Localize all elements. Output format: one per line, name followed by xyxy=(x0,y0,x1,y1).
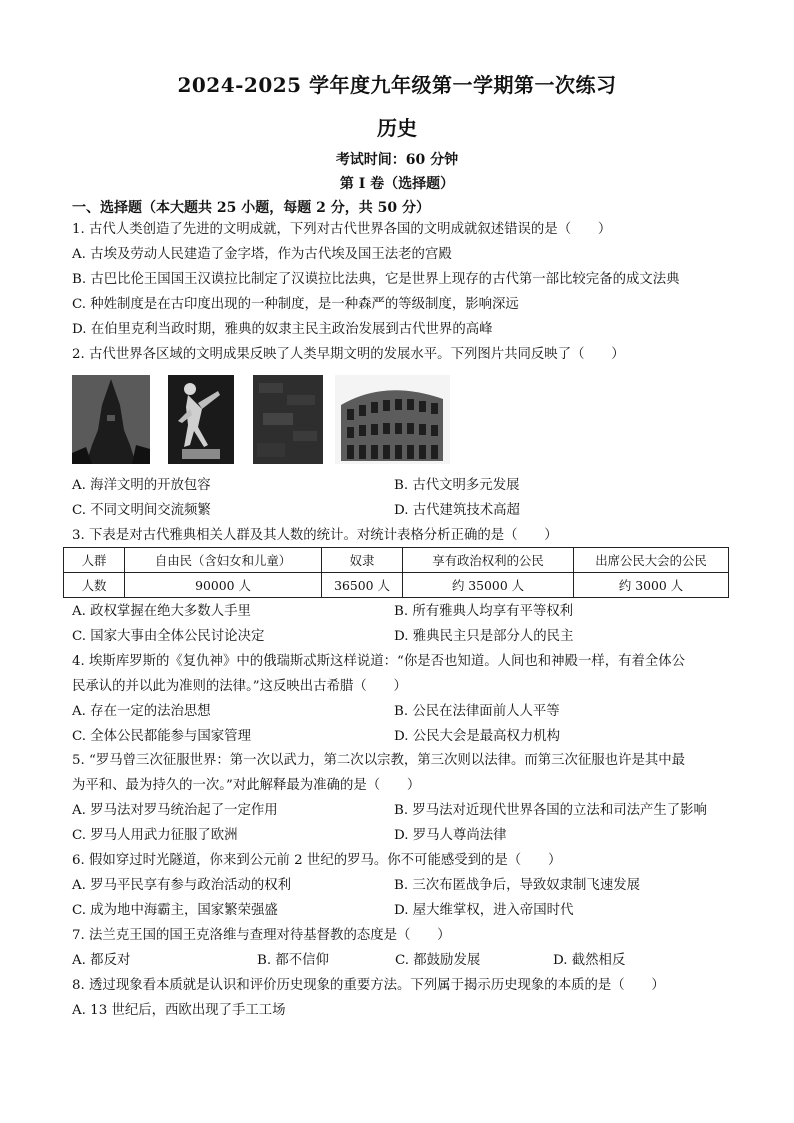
question-6-option-d: D. 屋大维掌权，进入帝国时代 xyxy=(394,903,574,918)
question-7-option-b: B. 都不信仰 xyxy=(257,953,329,968)
question-4-stem-line-2: 民承认的并以此为准则的法律。”这反映出古希腊（ ） xyxy=(72,679,407,694)
question-7-option-c: C. 都鼓励发展 xyxy=(395,953,481,968)
question-6-option-a: A. 罗马平民享有参与政治活动的权利 xyxy=(72,878,292,893)
question-5-stem-line-2: 为平和、最为持久的一次。”对此解释最为准确的是（ ） xyxy=(72,778,421,793)
question-3-option-a: A. 政权掌握在绝大多数人手里 xyxy=(72,604,251,619)
section-title: 一、选择题（本大题共 25 小题，每题 2 分，共 50 分） xyxy=(72,200,430,216)
question-1-option-a: A. 古埃及劳动人民建造了金字塔，作为古代埃及国王法老的宫殿 xyxy=(72,247,452,262)
question-8-stem: 8. 透过现象看本质就是认识和评价历史现象的重要方法。下列属于揭示历史现象的本质的是（ ） xyxy=(72,978,665,993)
question-8-option-a: A. 13 世纪后，西欧出现了手工工场 xyxy=(72,1003,286,1018)
question-3-option-d: D. 雅典民主只是部分人的民主 xyxy=(394,629,574,644)
question-4-option-d: D. 公民大会是最高权力机构 xyxy=(394,729,561,744)
exam-time: 考试时间：60 分钟 xyxy=(335,152,459,168)
question-1-option-d: D. 在伯里克利当政时期，雅典的奴隶主民主政治发展到古代世界的高峰 xyxy=(72,322,493,337)
question-2-photos xyxy=(72,375,452,465)
question-2-option-d: D. 古代建筑技术高超 xyxy=(394,503,520,518)
question-4-option-c: C. 全体公民都能参与国家管理 xyxy=(72,729,251,744)
question-2-option-a: A. 海洋文明的开放包容 xyxy=(72,478,211,493)
question-2-option-c: C. 不同文明间交流频繁 xyxy=(72,503,211,518)
question-2-option-b: B. 古代文明多元发展 xyxy=(394,478,520,493)
table-header-cell: 享有政治权利的公民 xyxy=(403,548,574,573)
question-7-option-a: A. 都反对 xyxy=(72,953,131,968)
table-cell: 约 3000 人 xyxy=(574,573,729,598)
question-5-option-d: D. 罗马人尊尚法律 xyxy=(394,828,507,843)
temple-photo xyxy=(72,375,150,464)
table-header-cell: 出席公民大会的公民 xyxy=(574,548,729,573)
question-6-option-b: B. 三次布匿战争后，导致奴隶制飞速发展 xyxy=(394,878,640,893)
question-5-option-a: A. 罗马法对罗马统治起了一定作用 xyxy=(72,803,278,818)
question-2-stem: 2. 古代世界各区域的文明成果反映了人类早期文明的发展水平。下列图片共同反映了（ ） xyxy=(72,347,625,362)
question-4-option-a: A. 存在一定的法治思想 xyxy=(72,704,211,719)
question-1-stem: 1. 古代人类创造了先进的文明成就，下列对古代世界各国的文明成就叙述错误的是（ ） xyxy=(72,222,612,237)
table-header-cell: 人群 xyxy=(64,548,125,573)
question-4-stem-line-1: 4. 埃斯库罗斯的《复仇神》中的俄瑞斯忒斯这样说道：“你是否也知道。人间也和神殿一样，有着全体公 xyxy=(72,654,686,669)
question-1-option-b: B. 古巴比伦王国国王汉谟拉比制定了汉谟拉比法典，它是世界上现存的古代第一部比较完备的成文法典 xyxy=(72,272,680,287)
table-cell: 约 35000 人 xyxy=(403,573,574,598)
table-cell: 人数 xyxy=(64,573,125,598)
table-header-cell: 奴隶 xyxy=(322,548,403,573)
subject-title: 历史 xyxy=(377,116,417,140)
question-1-option-c: C. 种姓制度是在古印度出现的一种制度，是一种森严的等级制度，影响深远 xyxy=(72,297,519,312)
question-5-option-c: C. 罗马人用武力征服了欧洲 xyxy=(72,828,238,843)
question-7-stem: 7. 法兰克王国的国王克洛维与查理对待基督教的态度是（ ） xyxy=(72,928,451,943)
table-header-row xyxy=(64,548,729,573)
question-5-option-b: B. 罗马法对近现代世界各国的立法和司法产生了影响 xyxy=(394,803,707,818)
table-header-cell: 自由民（含妇女和儿童） xyxy=(125,548,322,573)
discus-thrower-photo xyxy=(168,375,234,464)
table-cell: 36500 人 xyxy=(322,573,403,598)
question-6-option-c: C. 成为地中海霸主，国家繁荣强盛 xyxy=(72,903,278,918)
question-5-stem-line-1: 5. “罗马曾三次征服世界：第一次以武力，第二次以宗教，第三次则以法律。而第三次征服也许是其中最 xyxy=(72,753,686,768)
table-cell: 90000 人 xyxy=(125,573,322,598)
question-3-option-c: C. 国家大事由全体公民讨论决定 xyxy=(72,629,265,644)
question-6-stem: 6. 假如穿过时光隧道，你来到公元前 2 世纪的罗马。你不可能感受到的是（ ） xyxy=(72,853,562,868)
table-row xyxy=(64,573,729,598)
volume-title: 第 Ⅰ 卷（选择题） xyxy=(339,176,455,192)
ancient-wall-photo xyxy=(253,375,323,464)
exam-title: 2024-2025 学年度九年级第一学期第一次练习 xyxy=(177,73,617,97)
question-3-option-b: B. 所有雅典人均享有平等权利 xyxy=(394,604,574,619)
question-4-option-b: B. 公民在法律面前人人平等 xyxy=(394,704,560,719)
question-3-stem: 3. 下表是对古代雅典相关人群及其人数的统计。对统计表格分析正确的是（ ） xyxy=(72,528,558,543)
athens-population-table xyxy=(63,547,729,598)
question-7-option-d: D. 截然相反 xyxy=(553,953,626,968)
colosseum-photo xyxy=(335,375,450,464)
